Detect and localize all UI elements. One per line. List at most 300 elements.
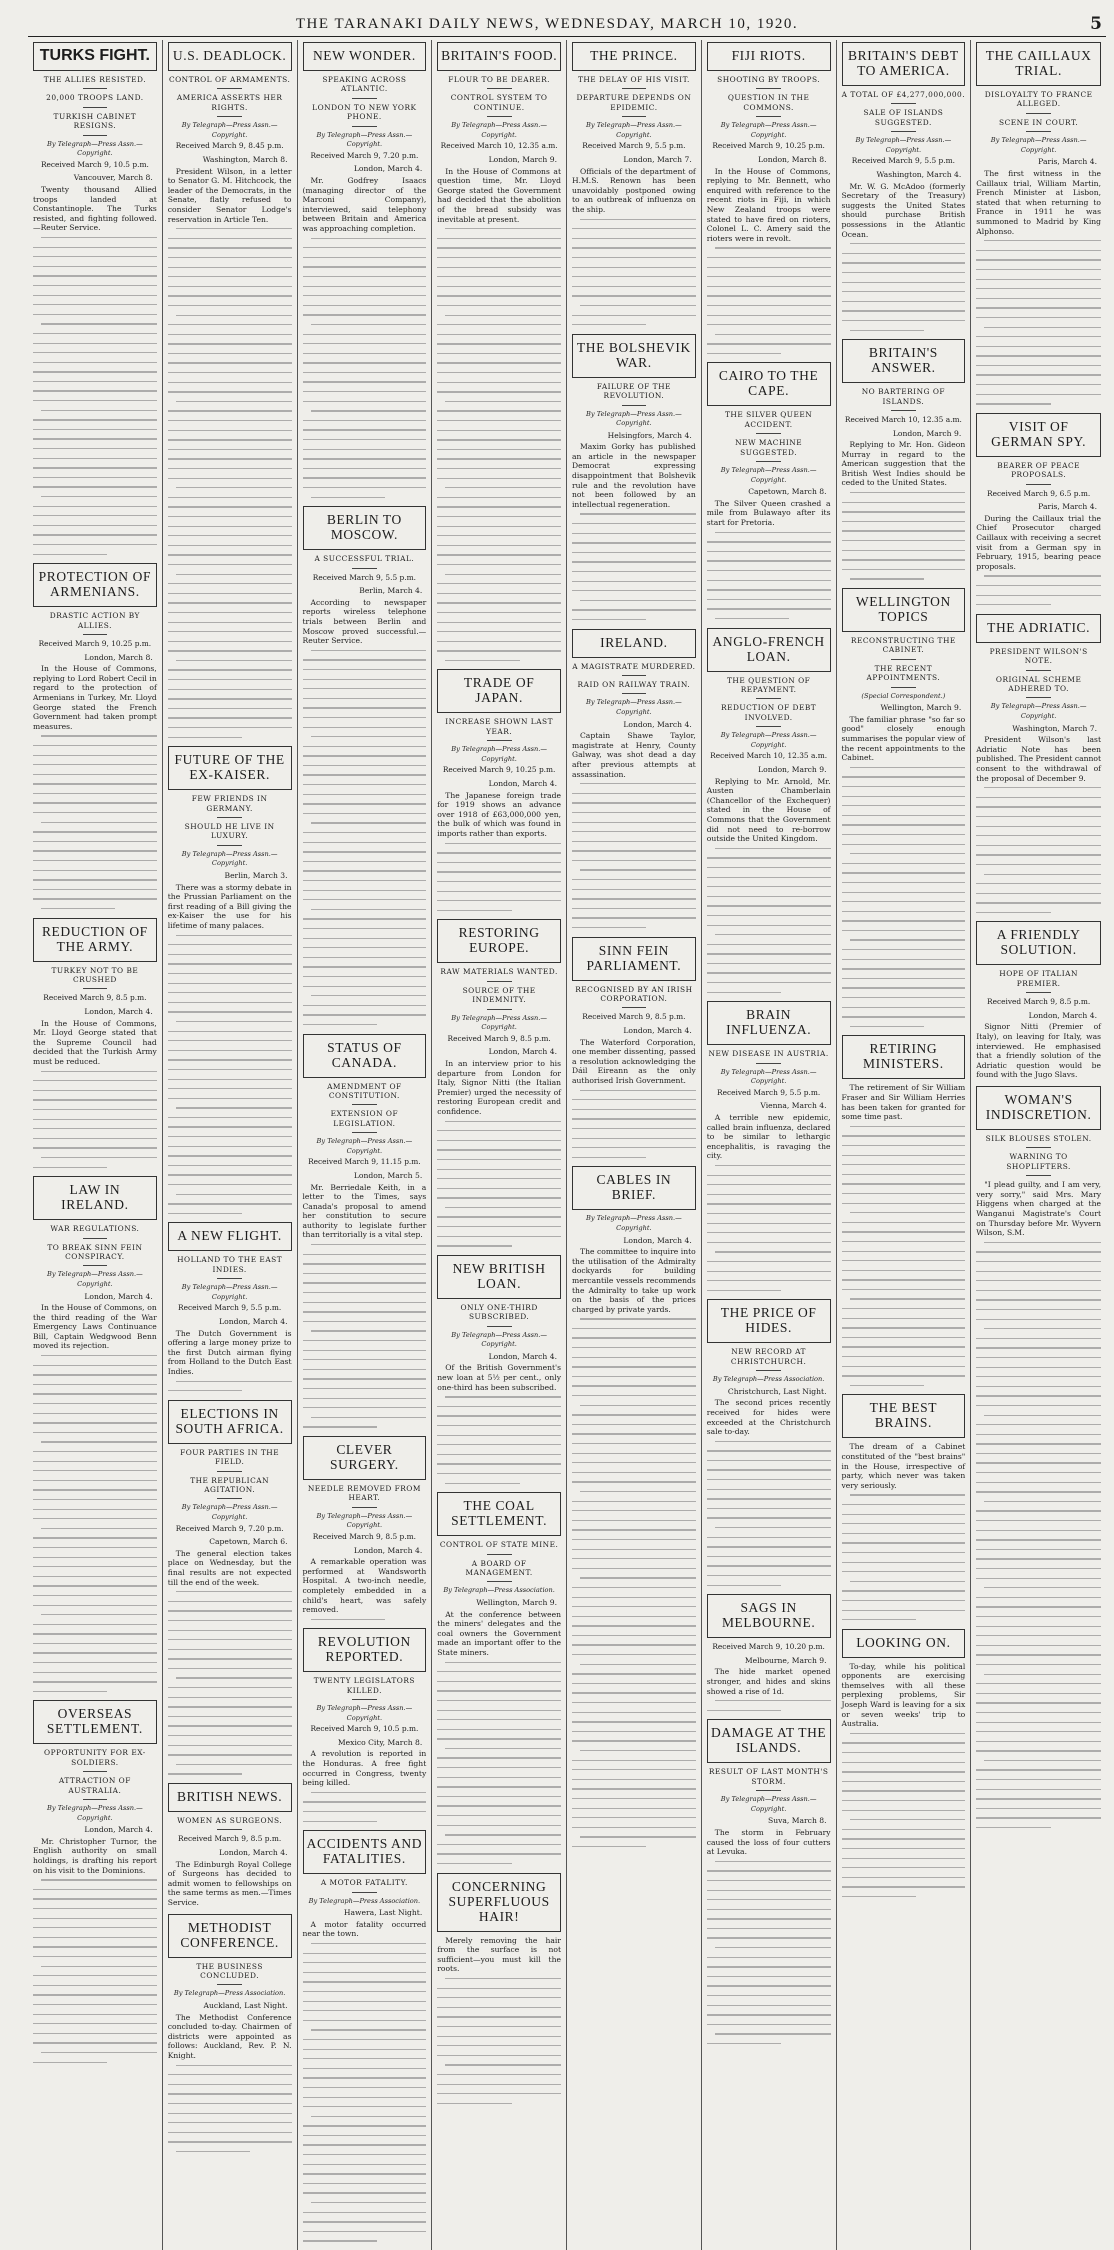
text-line [572, 1462, 696, 1463]
wire-credit: By Telegraph—Press Assn.—Copyright. [720, 466, 817, 484]
subheadline: CONTROL SYSTEM TO CONTINUE. [450, 93, 548, 112]
text-line [437, 1159, 561, 1160]
text-line [976, 1693, 1101, 1694]
dateline: London, March 8. [84, 652, 153, 662]
text-line [303, 1811, 427, 1812]
text-line [33, 506, 157, 507]
article-text: The Japanese foreign trade for 1919 shows an advance over 1918 of £63,000,000 yen, the bulk of which was found in imports rather than exports. [437, 790, 561, 839]
headline: METHODIST CONFERENCE. [180, 1919, 279, 1950]
headline: DAMAGE AT THE ISLANDS. [710, 1725, 827, 1756]
dateline: Paris, March 4. [1038, 502, 1097, 512]
text-line [976, 1731, 1101, 1732]
text-line [707, 1880, 831, 1881]
text-line [437, 295, 561, 296]
text-line [842, 1193, 966, 1194]
article-body-lines [303, 1619, 427, 1620]
text-line [437, 871, 561, 872]
text-line [572, 1683, 696, 1684]
text-line [842, 282, 966, 283]
text-line [572, 1827, 696, 1828]
text-line [437, 2045, 561, 2046]
text-line [572, 1481, 696, 1482]
headline-box [33, 1700, 157, 1744]
text-line [168, 353, 292, 354]
dateline: London, March 9. [488, 155, 557, 164]
text-line [168, 669, 292, 670]
text-line [842, 1514, 966, 1515]
text-line [707, 2014, 831, 2015]
divider-rule [1026, 697, 1051, 698]
text-line [572, 1846, 646, 1847]
text-line [437, 1988, 561, 1989]
text-line [33, 1605, 157, 1606]
article [168, 1400, 292, 1775]
text-line [976, 1702, 1101, 1703]
text-line [168, 727, 292, 728]
divider-rule [622, 88, 647, 89]
text-line [842, 776, 966, 777]
text-line [572, 1157, 646, 1158]
headline: WOMAN'S INDISCRETION. [985, 1092, 1092, 1123]
text-line [842, 815, 966, 816]
text-line [168, 2093, 292, 2094]
text-line [437, 1169, 561, 1170]
text-line [572, 552, 696, 553]
article-body-lines [976, 787, 1101, 913]
dateline: Helsingfors, March 4. [607, 430, 692, 440]
text-line [41, 1966, 157, 1967]
text-line [303, 803, 427, 804]
article [842, 42, 966, 331]
subheadline: SILK BLOUSES STOLEN. [985, 1134, 1092, 1144]
text-line [168, 2132, 292, 2133]
article [168, 42, 292, 738]
headline-box [303, 506, 427, 550]
text-line [303, 1340, 427, 1341]
text-line [707, 857, 831, 858]
text-line [572, 860, 696, 861]
text-line [33, 1099, 157, 1100]
text-line [168, 478, 292, 479]
text-line [303, 314, 427, 315]
text-line [976, 1539, 1101, 1540]
text-line [715, 334, 831, 335]
text-line [976, 864, 1101, 865]
text-line [33, 1422, 157, 1423]
subheadline: WARNING TO SHOPLIFTERS. [1006, 1152, 1071, 1171]
text-line [437, 362, 561, 363]
text-line [311, 238, 427, 239]
text-line [168, 1040, 292, 1041]
headline-box [437, 919, 561, 963]
text-line [33, 275, 157, 276]
text-line [168, 1184, 292, 1185]
wire-credit: By Telegraph—Press Assn.—Copyright. [181, 849, 278, 868]
text-line [437, 1463, 561, 1464]
headline: PROTECTION OF ARMENIANS. [38, 569, 152, 600]
text-line [437, 2007, 561, 2008]
text-line [168, 1745, 292, 1746]
text-line [437, 1245, 511, 1246]
text-line [168, 391, 292, 392]
text-line [33, 812, 157, 813]
text-line [707, 1937, 831, 1938]
text-line [33, 2033, 157, 2034]
text-line [850, 767, 966, 768]
text-line [437, 1805, 561, 1806]
text-line [437, 1710, 561, 1711]
text-line [707, 1498, 831, 1499]
text-line [303, 1302, 427, 1303]
text-line [437, 468, 561, 469]
subheadline: FOUR PARTIES IN THE FIELD. [180, 1447, 280, 1467]
text-line [168, 2122, 292, 2123]
text-line [842, 310, 966, 311]
text-line [572, 1347, 696, 1348]
text-line [437, 353, 561, 354]
text-line [842, 920, 966, 921]
text-line [984, 327, 1101, 328]
text-line [168, 1630, 292, 1631]
text-line [437, 1757, 561, 1758]
headline-box [437, 1255, 561, 1299]
text-line [33, 831, 157, 832]
text-line [715, 247, 831, 248]
received-time: Received March 9, 10.20 p.m. [712, 1642, 825, 1652]
dateline: Hawera, Last Night. [343, 1908, 423, 1918]
text-line [984, 1501, 1101, 1502]
text-line [976, 1386, 1101, 1387]
headline: THE ADRIATIC. [987, 619, 1091, 635]
subheadline: THE SILVER QUEEN ACCIDENT. [724, 410, 813, 429]
text-line [437, 1767, 561, 1768]
headline-box [842, 339, 966, 383]
text-line [303, 1953, 427, 1954]
received-time: Received March 9, 5.5 p.m. [312, 572, 416, 582]
headline-box [168, 1783, 292, 1812]
text-line [976, 1482, 1101, 1483]
text-line [33, 1489, 157, 1490]
subheadline: HOLLAND TO THE EAST INDIES. [177, 1255, 283, 1274]
text-line [168, 1725, 292, 1726]
article-text: The Dutch Government is offering a large money prize to the first Dutch airman flying from Holland to the Dutch East Indies. [167, 1328, 292, 1376]
text-line [445, 1121, 561, 1122]
text-line [842, 1523, 966, 1524]
article [976, 921, 1101, 1080]
subheadline: REDUCTION OF DEBT INVOLVED. [721, 703, 817, 722]
text-line [33, 1908, 157, 1909]
wire-credit: By Telegraph—Press Assn.—Copyright. [181, 121, 278, 139]
text-line [303, 832, 427, 833]
divider-rule [487, 981, 512, 982]
text-line [437, 1815, 561, 1816]
text-line [976, 1626, 1101, 1627]
text-line [976, 1779, 1101, 1780]
text-line [33, 841, 157, 842]
headline-box [572, 937, 696, 981]
text-line [715, 934, 831, 935]
wire-credit: By Telegraph—Press Assn.—Copyright. [451, 745, 547, 763]
text-line [842, 1829, 966, 1830]
article-body-lines [168, 2065, 292, 2153]
dateline: London, March 4. [353, 1545, 423, 1555]
received-time: Received March 9, 10.25 p.m. [712, 141, 825, 151]
text-line [842, 1155, 966, 1156]
text-line [572, 1769, 696, 1770]
article-text: A remarkable operation was performed at Wandsworth Hospital. A two-inch needle, completely embedded in a child's heart, was safely removed. [302, 1557, 427, 1615]
text-line [976, 585, 1101, 586]
text-line [707, 1232, 831, 1233]
text-line [976, 346, 1101, 347]
text-line [168, 612, 292, 613]
text-line [572, 1606, 696, 1607]
text-line [572, 1798, 696, 1799]
text-line [572, 1501, 696, 1502]
text-line [33, 774, 157, 775]
text-line [33, 1918, 157, 1919]
divider-rule [622, 1007, 647, 1008]
article [976, 413, 1101, 606]
text-line [33, 362, 157, 363]
wire-credit: By Telegraph—Press Assn.—Copyright. [316, 1137, 413, 1155]
wire-credit: By Telegraph—Press Assn.—Copyright. [990, 702, 1087, 720]
text-line [176, 1591, 292, 1592]
text-line [437, 1700, 561, 1701]
article [168, 1222, 292, 1391]
text-line [707, 343, 831, 344]
text-line [707, 1184, 831, 1185]
divider-rule [1026, 131, 1051, 132]
divider-rule [83, 135, 108, 136]
received-time: Received March 9, 6.5 p.m. [987, 488, 1091, 498]
text-line [707, 551, 831, 552]
text-line [168, 944, 292, 945]
text-line [445, 228, 561, 229]
divider-rule [217, 1829, 242, 1830]
text-line [976, 902, 1101, 903]
headline-box [707, 1001, 831, 1045]
text-line [445, 1396, 561, 1397]
text-line [168, 717, 292, 718]
subheadline: SCENE IN COURT. [999, 117, 1079, 127]
subheadline: TURKEY NOT TO BE CRUSHED [51, 965, 139, 984]
article-body-lines [707, 247, 831, 354]
dateline: Auckland, Last Night. [203, 2000, 288, 2010]
wire-credit: By Telegraph—Press Assn.—Copyright. [720, 121, 817, 139]
article [707, 628, 831, 993]
text-line [572, 1731, 696, 1732]
divider-rule [756, 433, 781, 434]
headline: A NEW FLIGHT. [177, 1228, 282, 1244]
article-body-lines [572, 219, 696, 326]
headline-box [572, 42, 696, 71]
article-text: The general election takes place on Wednesday, but the final results are not expected till the end of the week. [167, 1548, 292, 1587]
text-line [33, 333, 157, 334]
text-line [33, 371, 157, 372]
article-text: Captain Shawe Taylor, magistrate at Henry, County Galway, was shot dead a day after previous attempts at assassination. [572, 731, 696, 779]
text-line [33, 1128, 157, 1129]
text-line [572, 247, 696, 248]
text-line [303, 957, 427, 958]
text-line [842, 1600, 966, 1601]
article-body-lines [303, 650, 427, 1025]
divider-rule [756, 726, 781, 727]
text-line [437, 439, 561, 440]
masthead [28, 14, 1106, 37]
article [707, 1719, 831, 2044]
text-line [33, 764, 157, 765]
text-line [984, 1760, 1101, 1761]
text-line [437, 641, 561, 642]
received-time: Received March 9, 10.25 p.m. [442, 765, 556, 775]
headline: RETIRING MINISTERS. [863, 1041, 944, 1072]
text-line [976, 355, 1101, 356]
text-line [445, 315, 561, 316]
text-line [168, 334, 292, 335]
text-line [707, 925, 831, 926]
text-line [707, 1976, 831, 1977]
text-line [580, 219, 696, 220]
subheadline: A MAGISTRATE MURDERED. [572, 661, 696, 671]
text-line [842, 1800, 966, 1801]
subheadline: SHOOTING BY TROOPS. [717, 75, 821, 84]
dateline: London, March 9. [758, 765, 827, 774]
text-line [580, 513, 696, 514]
text-line [842, 262, 966, 263]
divider-rule [487, 1581, 512, 1582]
text-line [707, 276, 831, 277]
text-line [976, 1712, 1101, 1713]
text-line [437, 1415, 561, 1416]
text-line [580, 869, 696, 870]
subheadline: OPPORTUNITY FOR EX-SOLDIERS. [44, 1748, 146, 1767]
text-line [842, 1016, 966, 1017]
text-line [303, 391, 427, 392]
text-line [303, 372, 427, 373]
text-line [976, 1616, 1101, 1617]
wire-credit: By Telegraph—Press Assn.—Copyright. [586, 1214, 682, 1232]
text-line [572, 841, 696, 842]
page-number: 5 [1090, 14, 1102, 34]
text-line [303, 353, 427, 354]
subheadline: ORIGINAL SCHEME ADHERED TO. [995, 674, 1082, 693]
text-line [572, 1760, 696, 1761]
text-line [850, 578, 924, 579]
article-text: In the House of Commons, on the third reading of the War Emergency Laws Continuance Bill, Captain Wedgwood Benn moved its rejection. [33, 1303, 157, 1351]
text-line [580, 1405, 696, 1406]
text-line [303, 784, 427, 785]
dateline: London, March 4. [623, 1026, 692, 1036]
headline: THE PRICE OF HIDES. [720, 1305, 817, 1336]
text-line [707, 1890, 831, 1891]
text-line [33, 1537, 157, 1538]
article-body-lines [303, 238, 427, 498]
text-line [303, 2106, 427, 2107]
text-line [842, 1762, 966, 1763]
headline-box [707, 628, 831, 672]
text-line [33, 1138, 157, 1139]
text-line [572, 1539, 696, 1540]
subheadline: TWENTY LEGISLATORS KILLED. [313, 1676, 415, 1695]
subheadline: LONDON TO NEW YORK PHONE. [312, 102, 417, 122]
text-line [303, 1369, 427, 1370]
text-line [168, 1126, 292, 1127]
text-line [842, 1619, 916, 1620]
text-line [33, 314, 157, 315]
text-line [303, 899, 427, 900]
text-line [842, 863, 966, 864]
text-line [168, 535, 292, 536]
text-line [445, 1834, 561, 1835]
headline: THE BOLSHEVIK WAR. [576, 339, 691, 370]
received-time: Received March 9, 10.5 p.m. [310, 1724, 419, 1734]
text-line [580, 1318, 696, 1319]
headline: NEW WONDER. [312, 48, 416, 63]
text-line [842, 978, 966, 979]
headline: ANGLO-FRENCH LOAN. [712, 633, 825, 664]
text-line [168, 2113, 292, 2114]
text-line [707, 915, 831, 916]
text-line [842, 530, 966, 531]
headline-box [33, 563, 157, 607]
text-line [850, 1126, 966, 1127]
text-line [168, 1165, 292, 1166]
text-line [311, 650, 427, 651]
text-line [437, 506, 561, 507]
text-line [303, 1350, 427, 1351]
text-line [303, 1398, 427, 1399]
text-line [168, 1390, 242, 1391]
text-line [168, 1136, 292, 1137]
text-line [33, 352, 157, 353]
text-line [303, 1311, 427, 1312]
text-line [707, 1899, 831, 1900]
text-line [707, 972, 831, 973]
text-line [168, 410, 292, 411]
headline: U.S. DEADLOCK. [172, 48, 287, 63]
text-line [580, 305, 696, 306]
text-line [437, 535, 561, 536]
divider-rule [891, 410, 916, 411]
article-text: The Silver Queen crashed a mile from Bulawayo after its start for Pretoria. [706, 498, 831, 528]
text-line [303, 1254, 427, 1255]
text-line [33, 1681, 157, 1682]
text-line [437, 382, 561, 383]
text-line [168, 679, 292, 680]
text-line [976, 384, 1101, 385]
article-text: The storm in February caused the loss of four cutters at Levuka. [706, 1827, 831, 1857]
headline: CAIRO TO THE CAPE. [718, 368, 819, 399]
subheadline: A SUCCESSFUL TRIAL. [314, 554, 415, 564]
text-line [311, 2029, 427, 2030]
text-line [33, 879, 157, 880]
article-text: The committee to inquire into the utilisation of the Admiralty dockyards for building mercantile vessels recommends the Admiralty to take up work on the basis of the prices charged by private yards. [572, 1247, 696, 1314]
text-line [311, 736, 427, 737]
subheadline: SALE OF ISLANDS SUGGESTED. [863, 108, 944, 127]
text-line [168, 2103, 292, 2104]
text-line [842, 521, 966, 522]
divider-rule [352, 98, 377, 99]
text-line [33, 1691, 107, 1692]
text-line [976, 1357, 1101, 1358]
text-line [176, 401, 292, 402]
text-line [850, 1212, 966, 1213]
text-line [311, 1330, 427, 1331]
text-line [976, 1347, 1101, 1348]
wire-credit: By Telegraph—Press Assn.—Copyright. [586, 698, 682, 716]
text-line [437, 1738, 561, 1739]
text-line [176, 935, 292, 936]
